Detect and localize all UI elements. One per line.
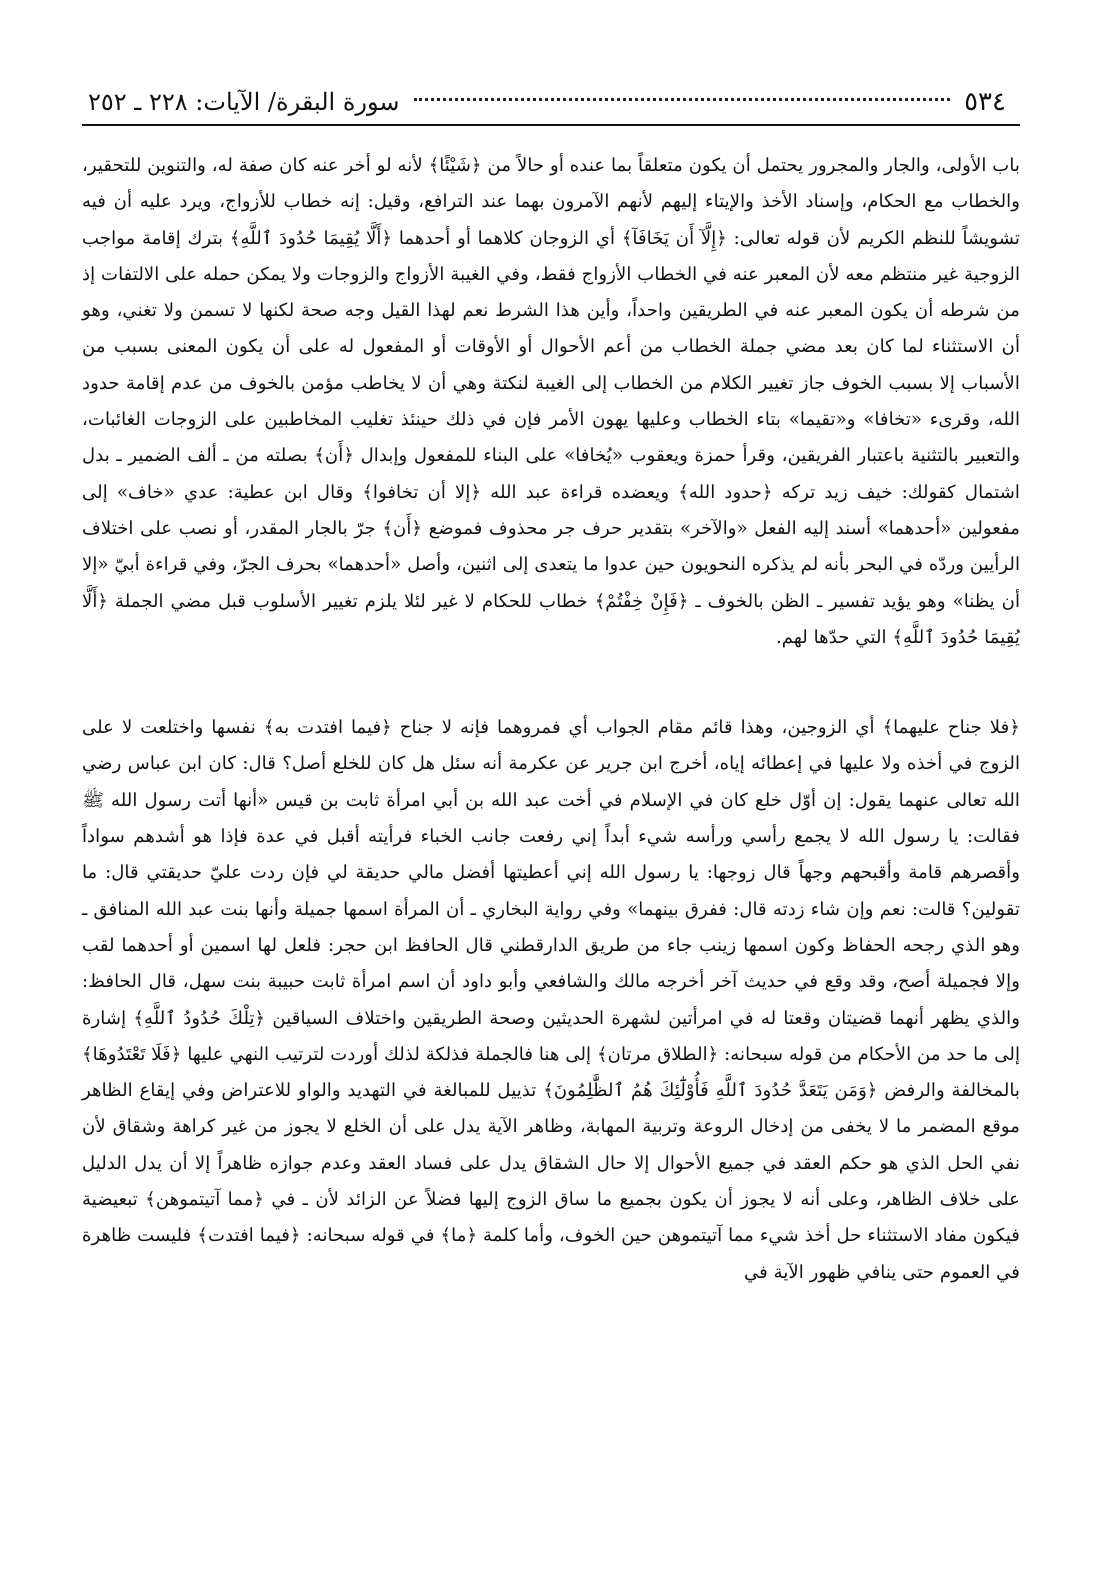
- header-rule: [82, 124, 1020, 126]
- body-paragraph: باب الأولى، والجار والمجرور يحتمل أن يكون متعلقاً بما عنده أو حالاً من ﴿شَيْئًا﴾ لأنه لو أخر عنه كان صفة له، والتنوين للتحقير، والخطاب مع الحكام، وإسناد الأخذ والإيتاء إليهم لأنهم الآمرون بهما عند الترافع، وقيل: إنه خطاب للأزواج، ويرد عليه أن فيه تشويشاً للنظم الكريم لأن قوله تعالى: ﴿إِلَّآ أَن يَخَافَآ﴾ أي الزوجان كلاهما أو أحدهما ﴿أَلَّا يُقِيمَا حُدُودَ ٱللَّهِ﴾ بترك إقامة مواجب الزوجية غير منتظم معه لأن المعبر عنه في الخطاب الأزواج فقط، وفي الغيبة الأزواج والزوجات ولا يمكن حمله على الالتفات إذ من شرطه أن يكون المعبر عنه في الطريقين واحداً، وأين هذا الشرط نعم لهذا القيل وجه صحة لكنها لا تسمن ولا تغني، وهو أن الاستثناء لما كان بعد مضي جملة الخطاب من أعم الأحوال أو الأوقات أو المفعول له على أن يكون المعنى بسبب من الأسباب إلا بسبب الخوف جاز تغيير الكلام من الخطاب إلى الغيبة لنكتة وهي أن لا يخاطب مؤمن بالخوف من عدم إقامة حدود الله، وقرىء «تخافا» و«تقيما» بتاء الخطاب وعليها يهون الأمر فإن في ذلك حينئذ تغليب المخاطبين على الزوجات الغائبات، والتعبير بالتثنية باعتبار الفريقين، وقرأ حمزة ويعقوب «يُخافا» على البناء للمفعول وإبدال ﴿أَن﴾ بصلته من ـ ألف الضمير ـ بدل اشتمال كقولك: خيف زيد تركه ﴿حدود الله﴾ ويعضده قراءة عبد الله ﴿إلا أن تخافوا﴾ وقال ابن عطية: عدي «خاف» إلى مفعولين «أحدهما» أسند إليه الفعل «والآخر» بتقدير حرف جر محذوف فموضع ﴿أَن﴾ جرّ بالجار المقدر، أو نصب على اختلاف الرأيين وردّه في البحر بأنه لم يذكره النحويون حين عدوا ما يتعدى إلى اثنين، وأصل «أحدهما» بحرف الجرّ، وفي قراءة أبيّ «إلا أن يظنا» وهو يؤيد تفسير ـ الظن بالخوف ـ ﴿فَإِنْ خِفْتُمْ﴾ خطاب للحكام لا غير لئلا يلزم تغيير الأسلوب قبل مضي الجملة ﴿أَلَّا يُقِيمَا حُدُودَ ٱللَّهِ﴾ التي حدّها لهم.: [82, 155, 1020, 648]
- body-paragraph: ﴿فلا جناح عليهما﴾ أي الزوجين، وهذا قائم مقام الجواب أي فمروهما فإنه لا جناح ﴿فيما افتدت به﴾ نفسها واختلعت لا على الزوج في أخذه ولا عليها في إعطائه إياه، أخرج ابن جرير عن عكرمة أنه سئل هل كان للخلع أصل؟ قال: كان ابن عباس رضي الله تعالى عنهما يقول: إن أوّل خلع كان في الإسلام في أخت عبد الله بن أبي امرأة ثابت بن قيس «أنها أتت رسول الله ﷺ فقالت: يا رسول الله لا يجمع رأسي ورأسه شيء أبداً إني رفعت جانب الخباء فرأيته أقبل في عدة فإذا هو أشدهم سواداً وأقصرهم قامة وأقبحهم وجهاً قال زوجها: يا رسول الله إني أعطيتها أفضل مالي حديقة لي فإن ردت عليّ حديقتي قال: ما تقولين؟ قالت: نعم وإن شاء زدته قال: ففرق بينهما» وفي رواية البخاري ـ أن المرأة اسمها جميلة وأنها بنت عبد الله المنافق ـ وهو الذي رجحه الحفاظ وكون اسمها زينب جاء من طريق الدارقطني قال الحافظ ابن حجر: فلعل لها اسمين أو أحدهما لقب وإلا فجميلة أصح، وقد وقع في حديث آخر أخرجه مالك والشافعي وأبو داود أن اسم امرأة ثابت حبيبة بنت سهل، قال الحافظ: والذي يظهر أنهما قضيتان وقعتا له في امرأتين لشهرة الحديثين وصحة الطريقين واختلاف السياقين ﴿تِلْكَ حُدُودُ ٱللَّهِ﴾ إشارة إلى ما حد من الأحكام من قوله سبحانه: ﴿الطلاق مرتان﴾ إلى هنا فالجملة فذلكة لذلك أوردت لترتيب النهي عليها ﴿فَلَا تَعْتَدُوهَا﴾ بالمخالفة والرفض ﴿وَمَن يَتَعَدَّ حُدُودَ ٱللَّهِ فَأُوْلَٰٓئِكَ هُمُ ٱلظَّٰلِمُونَ﴾ تذييل للمبالغة في التهديد والواو للاعتراض وفي إيقاع الظاهر موقع المضمر ما لا يخفى من إدخال الروعة وتربية المهابة، وظاهر الآية يدل على أن الخلع لا يجوز من غير كراهة وشقاق لأن نفي الحل الذي هو حكم العقد في جميع الأحوال إلا حال الشقاق يدل على فساد العقد وعدم جوازه ظاهراً إلا أن يدل الدليل على خلاف الظاهر، وعلى أنه لا يجوز أن يكون بجميع ما ساق الزوج إليها فضلاً عن الزائد لأن ـ في ﴿مما آتيتموهن﴾ تبعيضية فيكون مفاد الاستثناء حل أخذ شيء مما آتيتموهن حين الخوف، وأما كلمة ﴿ما﴾ في قوله سبحانه: ﴿فيما افتدت﴾ فليست ظاهرة في العموم حتى ينافي ظهور الآية في: [82, 717, 1021, 1283]
- page-header: [88, 82, 1020, 122]
- header-dotted-leader: [414, 98, 951, 101]
- page-number: ٥٣٤: [964, 87, 1006, 117]
- running-title: سورة البقرة/ الآيات: ٢٢٨ ـ ٢٥٢: [88, 88, 400, 116]
- page-body: [82, 148, 1020, 1291]
